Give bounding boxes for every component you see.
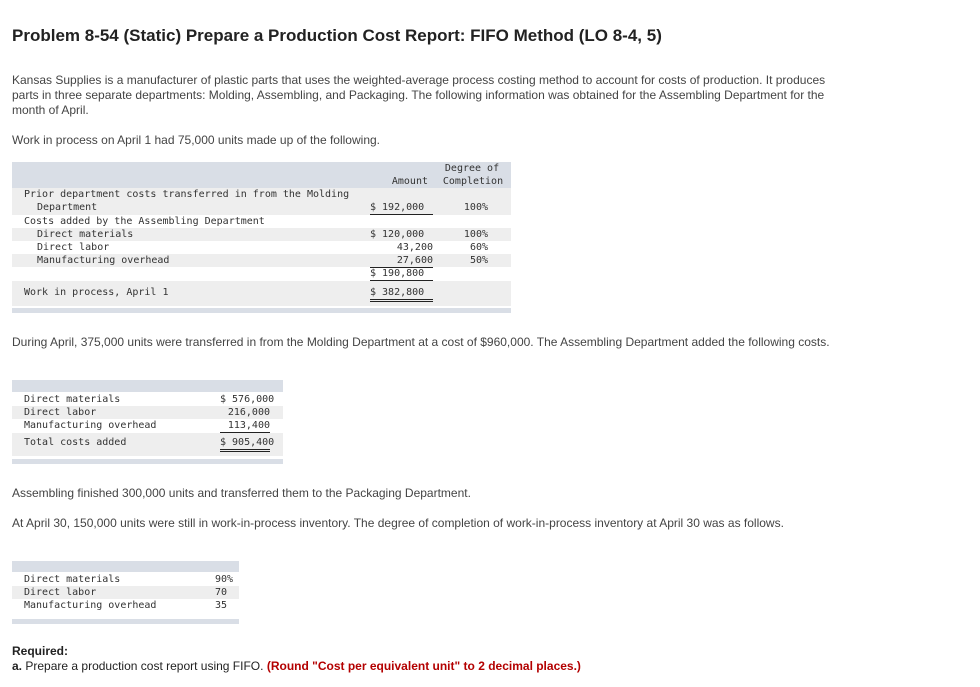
table-row xyxy=(12,419,283,432)
costs-added-label: Costs added by the Assembling Department xyxy=(24,216,265,227)
wip-total: $ 382,800 xyxy=(370,286,433,302)
prior-degree: 100% xyxy=(463,202,488,213)
dm-degree: 100% xyxy=(463,229,488,240)
req-a-text: Prepare a production cost report using FIFO. xyxy=(25,659,264,673)
dm-amount: $ 120,000 xyxy=(370,229,425,240)
moh-label: Manufacturing overhead xyxy=(24,600,157,611)
table-row xyxy=(12,599,239,612)
table-row xyxy=(12,436,283,449)
prior-label-1: Prior department costs transferred in from the Molding xyxy=(24,189,350,200)
table-header-bg xyxy=(12,380,283,392)
april30-text: At April 30, 150,000 units were still in work-in-process inventory. The degree of completion of work-in-process inventory at April 30 was as follows. xyxy=(12,516,784,530)
costs-added-table xyxy=(12,380,283,466)
table-row xyxy=(12,188,511,201)
moh-value: 35 xyxy=(215,600,228,611)
col-amount-header: Amount xyxy=(391,176,428,187)
intro-paragraph: Kansas Supplies is a manufacturer of plastic parts that uses the weighted-average process costing method to account for costs of production. It produces parts in three separate departments: Molding, Assembling, and Packaging. The following information was obtained for the Assembling Department for the month of April. xyxy=(12,73,826,117)
table-row xyxy=(12,267,511,280)
moh-label: Manufacturing overhead xyxy=(37,255,170,266)
completion-table xyxy=(12,561,239,625)
dm-label: Direct materials xyxy=(24,394,121,405)
dl-amount: 43,200 xyxy=(396,242,433,253)
wip-label: Work in process, April 1 xyxy=(24,287,169,298)
req-a-prefix: a. xyxy=(12,659,23,673)
table-header-bg xyxy=(12,561,239,572)
table-row xyxy=(12,254,511,267)
required-label: Required: xyxy=(12,644,69,658)
prior-amount: $ 192,000 xyxy=(370,201,433,215)
dm-label: Direct materials xyxy=(37,229,134,240)
wip-intro-text: Work in process on April 1 had 75,000 units made up of the following. xyxy=(12,133,380,147)
table-footer-bar xyxy=(12,459,283,464)
table-row xyxy=(12,241,511,254)
table-footer-bar xyxy=(12,619,239,624)
dl-label: Direct labor xyxy=(24,587,97,598)
finished-text: Assembling finished 300,000 units and transferred them to the Packaging Department. xyxy=(12,486,471,500)
req-a-note: (Round "Cost per equivalent unit" to 2 decimal places.) xyxy=(266,659,581,673)
wip-april-table xyxy=(12,162,511,315)
prior-label-2: Department xyxy=(37,202,98,213)
dl-value: 216,000 xyxy=(227,407,270,418)
moh-amount: 27,600 xyxy=(370,254,433,268)
total-value: $ 905,400 xyxy=(220,436,270,452)
moh-label: Manufacturing overhead xyxy=(24,420,157,431)
table-row xyxy=(12,573,239,586)
table-row xyxy=(12,215,511,228)
table-footer-bar xyxy=(12,308,511,313)
subtotal-amount: $ 190,800 xyxy=(370,267,433,281)
april-text: During April, 375,000 units were transferred in from the Molding Department at a cost of $960,000. The Assembling Department added the following costs. xyxy=(12,335,830,349)
dl-degree: 60% xyxy=(469,242,488,253)
table-row xyxy=(12,286,511,299)
dm-label: Direct materials xyxy=(24,574,121,585)
table-row xyxy=(12,406,283,419)
col-degree-header-2: Completion xyxy=(442,176,504,187)
dl-label: Direct labor xyxy=(37,242,110,253)
table-header-bg xyxy=(12,162,511,188)
dm-value: $ 576,000 xyxy=(220,394,275,405)
table-row xyxy=(12,393,283,406)
moh-degree: 50% xyxy=(469,255,488,266)
moh-value: 113,400 xyxy=(220,419,270,433)
dl-value: 70 xyxy=(215,587,228,598)
col-degree-header-1: Degree of xyxy=(444,163,500,174)
problem-title: Problem 8-54 (Static) Prepare a Production Cost Report: FIFO Method (LO 8-4, 5) xyxy=(12,26,662,45)
total-label: Total costs added xyxy=(24,437,127,448)
table-row xyxy=(12,586,239,599)
dm-value: 90% xyxy=(215,574,234,585)
table-row xyxy=(12,201,511,214)
table-row xyxy=(12,228,511,241)
dl-label: Direct labor xyxy=(24,407,97,418)
requirement-a xyxy=(12,659,842,674)
